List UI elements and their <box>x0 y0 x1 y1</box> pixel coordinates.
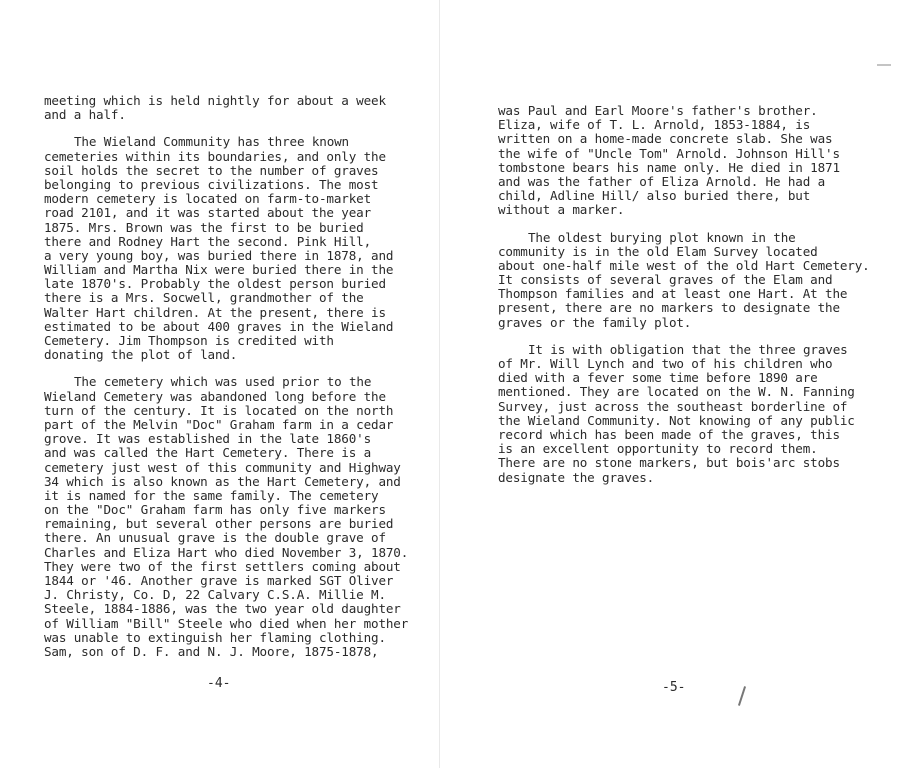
text-line: William and Martha Nix were buried there in the <box>44 262 394 278</box>
text-line: was unable to extinguish her flaming clothing. <box>44 629 386 645</box>
text-line: grove. It was established in the late 1860's <box>44 431 372 447</box>
text-line: tombstone bears his name only. He died in 1871 <box>498 159 840 175</box>
text-line: and was the father of Eliza Arnold. He had a <box>498 173 826 189</box>
text-line: there is a Mrs. Socwell, grandmother of the <box>44 290 364 306</box>
text-line: 34 which is also known as the Hart Cemetery, and <box>44 473 401 489</box>
text-line: belonging to previous civilizations. The most <box>44 176 379 192</box>
text-line: mentioned. They are located on the W. N. Fanning <box>498 384 855 400</box>
text-line: present, there are no markers to designate the <box>498 300 840 316</box>
text-line: donating the plot of land. <box>44 347 238 363</box>
text-line: it is named for the same family. The cemetery <box>44 487 379 503</box>
left-page-text <box>44 93 409 659</box>
text-line: 1875. Mrs. Brown was the first to be buried <box>44 219 364 235</box>
text-line: was Paul and Earl Moore's father's brother. <box>498 103 818 118</box>
text-line: child, Adline Hill/ also buried there, but <box>498 188 811 204</box>
text-line: soil holds the secret to the number of graves <box>44 162 379 178</box>
text-line: cemetery just west of this community and Highway <box>44 459 401 475</box>
text-line: record which has been made of the graves, this <box>498 426 840 442</box>
right-page <box>440 0 917 768</box>
text-line: J. Christy, Co. D, 22 Calvary C.S.A. Millie M. <box>44 587 386 603</box>
text-line: modern cemetery is located on farm-to-market <box>44 191 372 207</box>
text-line: designate the graves. <box>498 469 655 485</box>
text-line: written on a home-made concrete slab. She was <box>498 131 833 147</box>
text-line: of William "Bill" Steele who died when her mother <box>44 615 409 631</box>
text-line: remaining, but several other persons are buried <box>44 516 394 532</box>
text-line: and was called the Hart Cemetery. There is a <box>44 445 372 461</box>
text-line: The oldest burying plot known in the <box>528 229 796 245</box>
page-number: -4- <box>207 676 231 691</box>
text-line: estimated to be about 400 graves in the Wieland <box>44 318 394 334</box>
text-line: died with a fever some time before 1890 are <box>498 370 818 386</box>
text-line: They were two of the first settlers coming about <box>44 558 401 574</box>
text-line: is an excellent opportunity to record them. <box>498 441 818 457</box>
text-line: of Mr. Will Lynch and two of his children who <box>498 356 833 371</box>
page-number: -5- <box>662 680 686 695</box>
text-line: It is with obligation that the three graves <box>528 341 848 357</box>
text-line: the Wieland Community. Not knowing of any public <box>498 412 855 428</box>
text-line: Sam, son of D. F. and N. J. Moore, 1875-1878, <box>44 643 379 659</box>
text-line: Wieland Cemetery was abandoned long before the <box>44 388 386 404</box>
text-line: The cemetery which was used prior to the <box>74 374 372 390</box>
text-line: There are no stone markers, but bois'arc stobs <box>498 455 840 471</box>
right-page-text <box>498 103 870 485</box>
text-line: Walter Hart children. At the present, there is <box>44 304 386 320</box>
text-line: road 2101, and it was started about the year <box>44 205 372 221</box>
text-line: and a half. <box>44 107 126 123</box>
corner-mark <box>877 64 891 66</box>
left-page <box>0 0 440 768</box>
paragraph <box>44 93 386 123</box>
paragraph-gap <box>498 330 843 343</box>
text-line: Steele, 1884-1886, was the two year old daughter <box>44 601 401 617</box>
text-line: without a marker. <box>498 202 625 218</box>
text-line: Eliza, wife of T. L. Arnold, 1853-1884, is <box>498 117 811 133</box>
text-line: graves or the family plot. <box>498 314 692 330</box>
paragraph <box>498 341 855 485</box>
text-line: the wife of "Uncle Tom" Arnold. Johnson Hill's <box>498 145 840 161</box>
paragraph <box>44 374 409 659</box>
text-line: about one-half mile west of the old Hart Cemetery. <box>498 257 870 273</box>
text-line: late 1870's. Probably the oldest person buried <box>44 276 386 292</box>
text-line: community is in the old Elam Survey located <box>498 243 818 259</box>
text-line: there and Rodney Hart the second. Pink Hill, <box>44 233 372 249</box>
text-line: a very young boy, was buried there in 1878, and <box>44 247 394 263</box>
text-line: Charles and Eliza Hart who died November 3, 1870. <box>44 544 409 560</box>
paragraph <box>44 134 394 363</box>
text-line: 1844 or '46. Another grave is marked SGT Oliver <box>44 573 394 588</box>
text-line: turn of the century. It is located on the north <box>44 402 394 418</box>
text-line: Cemetery. Jim Thompson is credited with <box>44 333 334 348</box>
text-line: on the "Doc" Graham farm has only five markers <box>44 502 386 518</box>
paragraph <box>498 104 843 218</box>
text-line: Thompson families and at least one Hart. At the <box>498 286 848 302</box>
text-line: cemeteries within its boundaries, and only the <box>44 148 386 164</box>
text-line: meeting which is held nightly for about a week <box>44 93 386 108</box>
text-line: It consists of several graves of the Elam and <box>498 272 833 288</box>
text-line: part of the Melvin "Doc" Graham farm in a cedar <box>44 416 394 432</box>
text-line: The Wieland Community has three known <box>74 134 349 150</box>
text-line: Survey, just across the southeast borderline of <box>498 398 848 414</box>
pen-mark <box>738 686 746 706</box>
paragraph-gap <box>498 218 843 231</box>
text-line: there. An unusual grave is the double grave of <box>44 530 386 546</box>
paragraph <box>498 229 870 330</box>
